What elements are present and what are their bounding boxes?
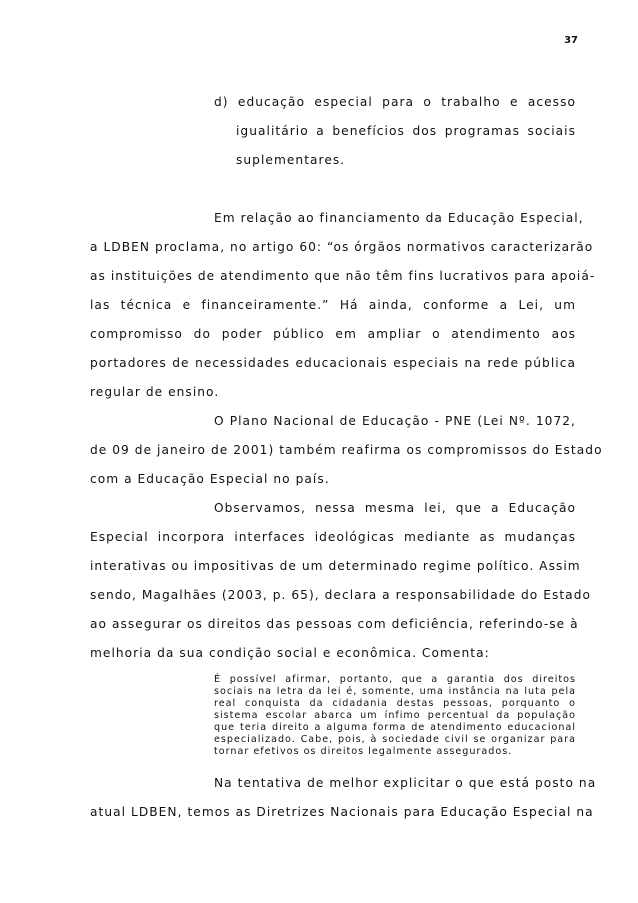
list-item-d-line: igualitário a benefícios dos programas sociais — [236, 124, 576, 138]
paragraph-line: regular de ensino. — [90, 385, 220, 399]
paragraph-line: compromisso do poder público em ampliar o atendimento aos — [90, 327, 576, 341]
list-item-d-line: suplementares. — [236, 153, 346, 167]
paragraph-line: Em relação ao financiamento da Educação Especial, — [214, 211, 584, 225]
block-quote-line: sociais na letra da lei é, somente, uma instância na luta pela — [214, 686, 576, 697]
block-quote-line: especializado. Cabe, pois, à sociedade civil se organizar para — [214, 734, 576, 745]
block-quote-line: tornar efetivos os direitos legalmente assegurados. — [214, 746, 513, 757]
block-quote-line: que teria direito a alguma forma de atendimento educacional — [214, 722, 576, 733]
paragraph-line: Na tentativa de melhor explicitar o que está posto na — [214, 776, 597, 790]
block-quote-line: real conquista da cidadania destas pessoas, porquanto o — [214, 698, 576, 709]
block-quote-line: É possível afirmar, portanto, que a garantia dos direitos — [214, 674, 576, 685]
paragraph-line: atual LDBEN, temos as Diretrizes Nacionais para Educação Especial na — [90, 805, 594, 819]
paragraph-line: de 09 de janeiro de 2001) também reafirma os compromissos do Estado — [90, 443, 603, 457]
paragraph-line: a LDBEN proclama, no artigo 60: “os órgãos normativos caracterizarão — [90, 240, 594, 254]
paragraph-line: melhoria da sua condição social e econômica. Comenta: — [90, 646, 490, 660]
paragraph-line: Especial incorpora interfaces ideológicas mediante as mudanças — [90, 530, 576, 544]
paragraph-line: sendo, Magalhães (2003, p. 65), declara a responsabilidade do Estado — [90, 588, 591, 602]
block-quote-line: sistema escolar abarca um ínfimo percentual da população — [214, 710, 576, 721]
paragraph-line: portadores de necessidades educacionais especiais na rede pública — [90, 356, 576, 370]
paragraph-line: com a Educação Especial no país. — [90, 472, 330, 486]
list-item-d-line: d) educação especial para o trabalho e acesso — [214, 95, 576, 109]
page-number: 37 — [564, 35, 578, 46]
paragraph-line: interativas ou impositivas de um determinado regime político. Assim — [90, 559, 581, 573]
paragraph-line: ao assegurar os direitos das pessoas com deficiência, referindo-se à — [90, 617, 579, 631]
paragraph-line: O Plano Nacional de Educação - PNE (Lei Nº. 1072, — [214, 414, 576, 428]
paragraph-line: Observamos, nessa mesma lei, que a Educação — [214, 501, 576, 515]
paragraph-line: as instituições de atendimento que não têm fins lucrativos para apoiá- — [90, 269, 596, 283]
paragraph-line: las técnica e financeiramente.” Há ainda, conforme a Lei, um — [90, 298, 576, 312]
